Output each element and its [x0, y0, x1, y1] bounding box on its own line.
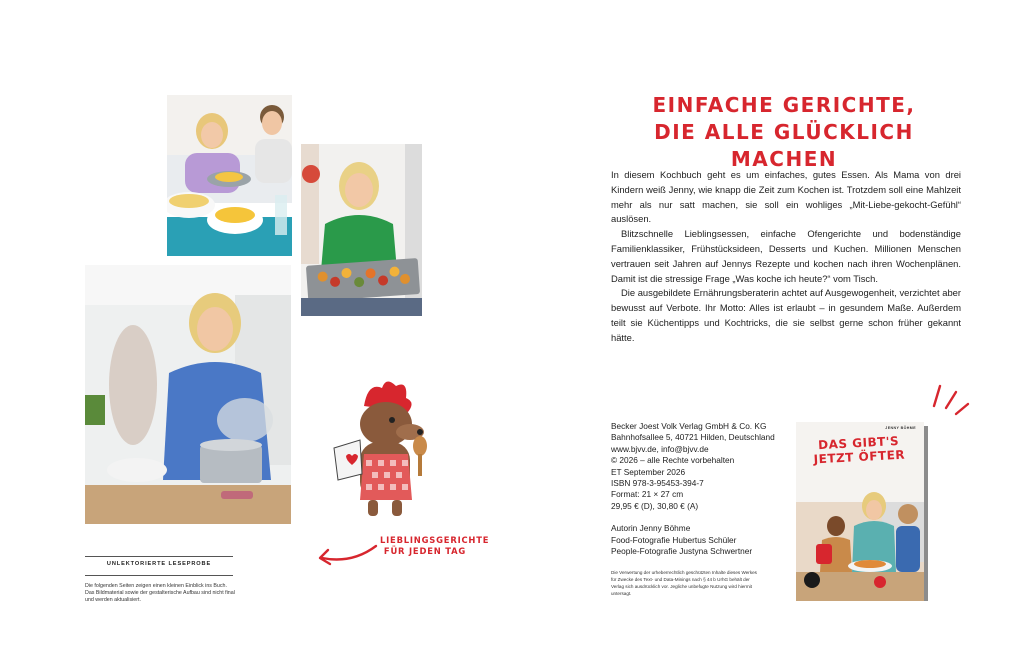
- page-title: [612, 92, 956, 173]
- illustration-caption: [380, 535, 490, 557]
- title-line-2: DIE ALLE GLÜCKLICH MACHEN: [654, 120, 914, 171]
- imprint-author: Autorin Jenny Böhme: [611, 523, 691, 534]
- imprint-release: ET September 2026: [611, 466, 686, 477]
- curved-arrow-icon: [312, 540, 380, 570]
- imprint-food-photo: Food-Fotografie Hubertus Schüler: [611, 534, 737, 545]
- spark-lines-icon: [928, 382, 972, 416]
- caption-line-1: LIEBLINGSGERICHTE: [380, 535, 490, 545]
- note-title: UNLEKTORIERTE LESEPROBE: [106, 561, 212, 567]
- caption-line-2: FÜR JEDEN TAG: [383, 546, 467, 556]
- imprint-contact[interactable]: www.bjvv.de, info@bjvv.de: [611, 443, 709, 454]
- body-paragraph-3: Die ausgebildete Ernährungsberaterin achtet auf Ausgewogenheit, verzichtet aber bewusst auf Verbote. Ihr Motto: Alles ist erlaubt – in gesundem Maße. Außerdem teilt sie Küchentipps und Kochtricks, die sie selbst gerne schon früher gekannt hätte.: [611, 287, 961, 343]
- photo-family-at-table: [167, 95, 292, 256]
- photo-woman-with-tray: [301, 144, 422, 316]
- imprint-format: Format: 21 × 27 cm: [611, 489, 684, 500]
- imprint-copyright: © 2026 – alle Rechte vorbehalten: [611, 455, 735, 466]
- imprint-isbn: ISBN 978-3-95453-394-7: [611, 478, 704, 489]
- imprint-price: 29,95 € (D), 30,80 € (A): [611, 500, 699, 511]
- title-line-1: EINFACHE GERICHTE,: [652, 93, 916, 117]
- imprint-people-photo: People-Fotografie Justyna Schwertner: [611, 546, 753, 557]
- body-paragraph-1: In diesem Kochbuch geht es um einfaches, gutes Essen. Als Mama von drei Kindern weiß Jenny, wie knapp die Zeit zum Kochen ist. Trotzdem soll eine Mahlzeit mehr als nur satt machen, sie soll ein wohliges „Mit-Liebe-gekocht-Gefühl“ auslösen.: [611, 169, 961, 225]
- mascot-illustration: [330, 376, 436, 526]
- book-title-line-1: DAS GIBT'S: [817, 433, 900, 453]
- body-paragraph-2: Blitzschnelle Lieblingsessen, einfache Ofengerichte und bodenständige Familienklassiker, Frühstücksideen, Desserts und Kuchen. Millionen Menschen vertrauen seit Jahren auf Jennys Rezepte und kochen nach ihren Wochenplänen. Damit ist die stressige Frage „Was koche ich heute?“ vom Tisch.: [611, 228, 961, 284]
- legal-notice: Die Verwertung der urheberrechtlich geschützten Inhalte dieses Werkes für Zwecke des Text- und Data-Minings nach § 44 b UrhG behält der Verlag sich ausdrücklich vor. Jegliche unbefugte Nutzung wird hiermit untersagt.: [611, 570, 757, 596]
- photo-woman-cooking: [85, 265, 291, 524]
- note-rule-top: [85, 556, 233, 557]
- book-author: JENNY BÖHME: [885, 426, 916, 430]
- imprint-publisher: Becker Joest Volk Verlag GmbH & Co. KG: [611, 421, 767, 431]
- book-cover: [796, 422, 930, 601]
- book-title-line-2: JETZT ÖFTER: [813, 447, 906, 467]
- imprint-address: Bahnhofsallee 5, 40721 Hilden, Deutschland: [611, 432, 775, 443]
- note-rule-bottom: [85, 575, 233, 576]
- note-text: Die folgenden Seiten zeigen einen kleinen Einblick ins Buch. Das Bildmaterial sowie der gestalterische Aufbau sind nicht final und werden aktualisiert.: [85, 583, 235, 603]
- body-text: [611, 168, 961, 346]
- imprint: [611, 421, 791, 557]
